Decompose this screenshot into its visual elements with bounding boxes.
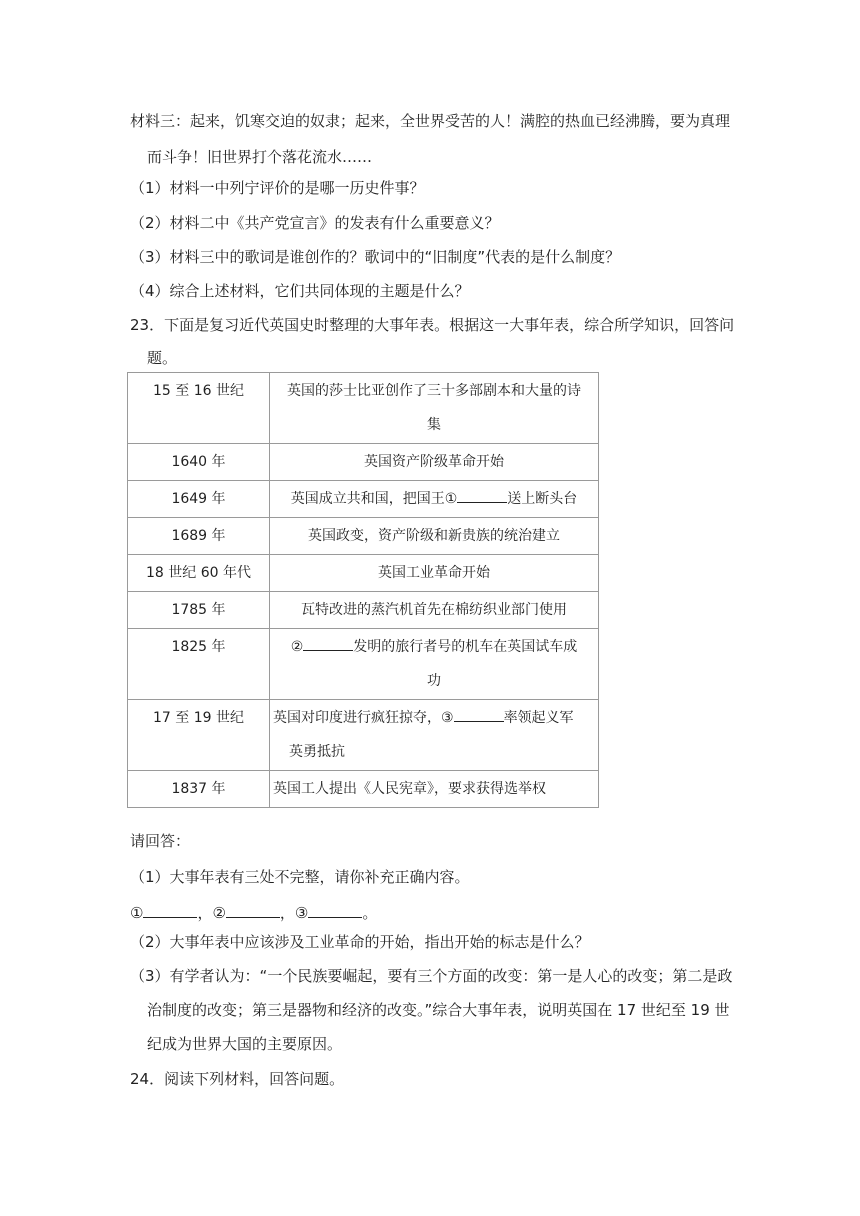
table-row xyxy=(128,444,599,481)
year-cell: 1825 年 xyxy=(128,629,270,700)
event-cell: 英国工业革命开始 xyxy=(270,555,599,592)
table-row xyxy=(128,518,599,555)
event-cell: 瓦特改进的蒸汽机首先在棉纺织业部门使用 xyxy=(270,592,599,629)
year-cell: 1785 年 xyxy=(128,592,270,629)
event-cell: 英国成立共和国，把国王① 送上断头台 xyxy=(270,481,599,518)
q24-stem: 24．阅读下列材料，回答问题。 xyxy=(130,1070,345,1088)
q22-sub2: （2）材料二中《共产党宣言》的发表有什么重要意义？ xyxy=(130,214,500,232)
year-cell: 1689 年 xyxy=(128,518,270,555)
year-cell: 1649 年 xyxy=(128,481,270,518)
year-cell: 18 世纪 60 年代 xyxy=(128,555,270,592)
events-table xyxy=(127,372,599,808)
table-row xyxy=(128,592,599,629)
answer-blank-2 xyxy=(303,633,353,651)
q23-stem-line2: 题。 xyxy=(147,349,178,367)
q23-stem-line1: 23．下面是复习近代英国史时整理的大事年表。根据这一大事年表，综合所学知识，回答问 xyxy=(130,316,735,334)
q23-sub3-line2: 治制度的改变；第三是器物和经济的改变。”综合大事年表，说明英国在 17 世纪至 19 世 xyxy=(147,1001,730,1019)
answer-blank-3 xyxy=(454,704,504,722)
answer-line-3 xyxy=(308,900,362,918)
material3-line2: 而斗争！旧世界打个落花流水…… xyxy=(147,148,373,166)
year-cell: 15 至 16 世纪 xyxy=(128,373,270,444)
table-row xyxy=(128,481,599,518)
material3-line1: 材料三：起来，饥寒交迫的奴隶；起来，全世界受苦的人！满腔的热血已经沸腾，要为真理 xyxy=(130,112,731,130)
q23-sub3-line1: （3）有学者认为：“一个民族要崛起，要有三个方面的改变：第一是人心的改变；第二是政 xyxy=(130,967,733,985)
q22-sub3: （3）材料三中的歌词是谁创作的？歌词中的“旧制度”代表的是什么制度？ xyxy=(130,248,621,266)
q23-blanks-line: ① ，② ，③ 。 xyxy=(130,900,377,924)
please-answer: 请回答： xyxy=(130,832,191,850)
answer-blank-1 xyxy=(457,485,507,503)
year-cell: 17 至 19 世纪 xyxy=(128,700,270,771)
answer-line-2 xyxy=(226,900,280,918)
year-cell: 1640 年 xyxy=(128,444,270,481)
q22-sub4: （4）综合上述材料，它们共同体现的主题是什么？ xyxy=(130,282,470,300)
event-cell: 英国政变，资产阶级和新贵族的统治建立 xyxy=(270,518,599,555)
year-cell: 1837 年 xyxy=(128,771,270,808)
q22-sub1: （1）材料一中列宁评价的是哪一历史件事？ xyxy=(130,179,425,197)
event-cell: 英国工人提出《人民宪章》，要求获得选举权 xyxy=(270,771,599,808)
q23-sub1: （1）大事年表有三处不完整，请你补充正确内容。 xyxy=(130,868,470,886)
table-row xyxy=(128,700,599,771)
q23-sub3-line3: 纪成为世界大国的主要原因。 xyxy=(147,1035,343,1053)
q23-sub2: （2）大事年表中应该涉及工业革命的开始，指出开始的标志是什么？ xyxy=(130,933,590,951)
event-cell: 英国对印度进行疯狂掠夺，③ 率领起义军 英勇抵抗 xyxy=(270,700,599,771)
event-cell: 英国的莎士比亚创作了三十多部剧本和大量的诗 集 xyxy=(270,373,599,444)
table-row xyxy=(128,771,599,808)
answer-line-1 xyxy=(143,900,197,918)
table-row xyxy=(128,629,599,700)
event-cell: 英国资产阶级革命开始 xyxy=(270,444,599,481)
table-row xyxy=(128,555,599,592)
event-cell: ② 发明的旅行者号的机车在英国试车成 功 xyxy=(270,629,599,700)
table-row xyxy=(128,373,599,444)
